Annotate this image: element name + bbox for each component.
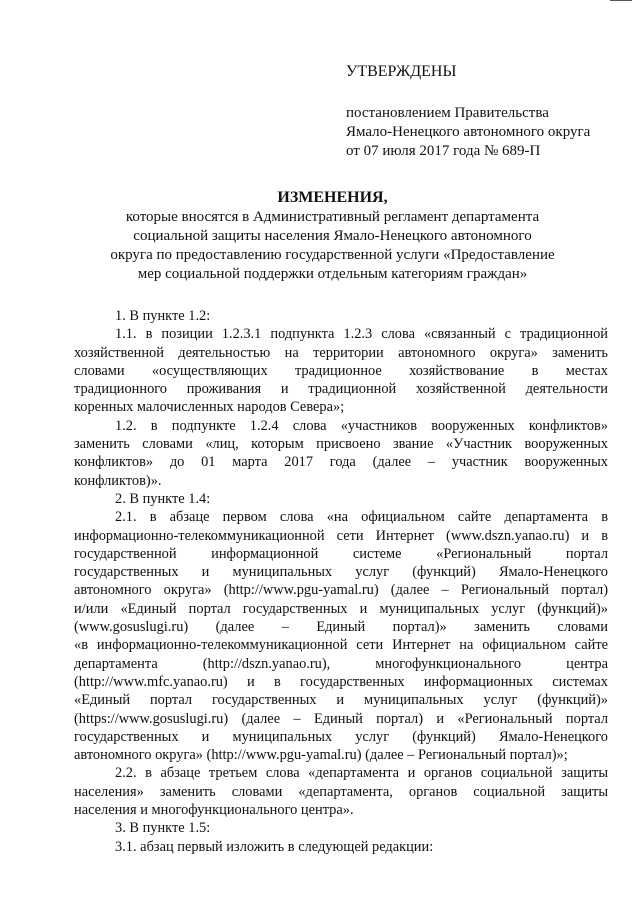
item-1-2-paragraph [74,417,608,490]
approved-line: постановлением Правительства [346,105,549,121]
item-2-1-paragraph [74,508,608,764]
paragraph-line: 1.1. в позиции 1.2.3.1 подпункта 1.2.3 слова «связанный с традиционной [115,326,608,343]
paragraph-line: 1.2. в подпункте 1.2.4 слова «участников вооруженных конфликтов» [115,417,608,434]
document-body [74,307,608,856]
paragraph-line: (https://www.gosuslugi.ru) (далее – Единый портал) и «Региональный портал [74,710,608,727]
paragraph-line: и/или «Единый портал государственных и муниципальных услуг (функций)» [74,600,608,617]
paragraph-line: хозяйственной деятельностью на территории автономного округа» заменить [74,344,608,361]
item-1-1-paragraph [74,325,608,416]
paragraph-line: (http://www.mfc.yanao.ru) и в государственных информационных системах [74,673,608,690]
paragraph-line: населения и многофункционального центра». [74,802,354,819]
approved-line: от 07 июля 2017 года № 689-П [346,143,541,159]
item-2-2-paragraph [74,764,608,819]
document-subtitle-line: социальной защиты населения Ямало-Ненецкого автономного [133,228,532,244]
paragraph-line: автономного округа» (http://www.pgu-yamal.ru) (далее – Региональный портал) [74,582,608,599]
approved-title: УТВЕРЖДЕНЫ [346,63,457,80]
approval-stamp-block [346,62,626,161]
paragraph-line: заменить словами «лиц, которым присвоено звание «Участник вооруженных [74,436,608,453]
document-subtitle-line: мер социальной поддержки отдельным категориям граждан» [137,266,528,282]
document-subtitle-line: округа по предоставлению государственной услуги «Предоставление [110,247,555,263]
paragraph-line: автономного округа» (http://www.pgu-yamal.ru) (далее – Региональный портал)»; [74,747,568,764]
paragraph-line: 2.2. в абзаце третьем слова «департамента и органов социальной защиты [115,765,608,782]
document-subtitle-line: которые вносятся в Административный регламент департамента [125,209,540,225]
paragraph-line: информационно-телекоммуникационной сети Интернет (www.dszn.yanao.ru) и в [74,527,608,544]
item-1-heading: 1. В пункте 1.2: [115,308,211,324]
paragraph-line: словами «осуществляющих традиционное хозяйствование в местах [74,362,608,379]
paragraph-line: (www.gosuslugi.ru) (далее – Единый портал)» заменить словами [74,619,608,636]
document-heading [80,188,585,284]
paragraph-line: конфликтов» до 01 марта 2017 года (далее – участник вооруженных [74,454,608,471]
paragraph-line: коренных малочисленных народов Севера»; [74,399,345,416]
paragraph-line: государственных и муниципальных услуг (функций) Ямало-Ненецкого [74,728,608,745]
paragraph-line: традиционного проживания и традиционной хозяйственной деятельности [74,381,608,398]
paragraph-line: государственных и муниципальных услуг (функций) Ямало-Ненецкого [74,564,608,581]
item-2-heading: 2. В пункте 1.4: [115,490,211,507]
scan-corner-mark [610,0,632,4]
paragraph-line: 2.1. в абзаце первом слова «на официальном сайте департамента в [115,509,608,526]
paragraph-line: государственной информационной системе «Региональный портал [74,545,608,562]
item-3-1-paragraph: 3.1. абзац первый изложить в следующей редакции: [115,838,434,855]
paragraph-line: конфликтов)». [74,472,162,489]
item-3-heading: 3. В пункте 1.5: [115,820,211,837]
paragraph-line: «в информационно-телекоммуникационной сети Интернет на официальном сайте [74,637,608,654]
approved-line: Ямало-Ненецкого автономного округа [346,124,591,140]
document-title: ИЗМЕНЕНИЯ, [277,189,388,206]
paragraph-line: департамента (http://dszn.yanao.ru), многофункционального центра [74,655,608,672]
paragraph-line: «Единый портал государственных и муниципальных услуг (функций)» [74,692,608,709]
paragraph-line: населения» заменить словами «департамента, органов социальной защиты [74,783,608,800]
